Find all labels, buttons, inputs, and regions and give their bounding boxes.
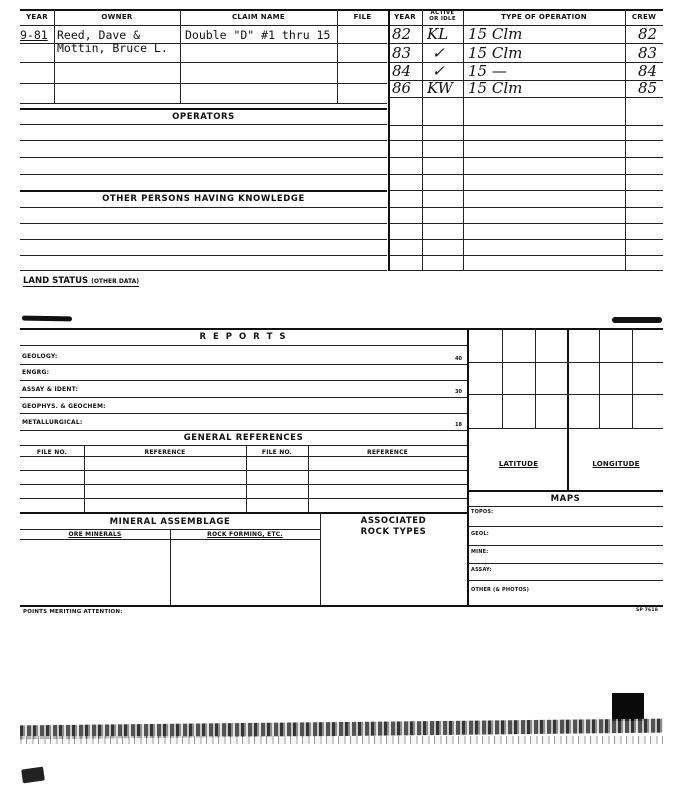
grid-col xyxy=(502,328,503,428)
gen-ref-file2-header: FILE NO. xyxy=(261,449,293,456)
other-persons-top-rule xyxy=(20,190,387,192)
report-geophys-label: GEOPHYS. & GEOCHEM: xyxy=(22,403,106,410)
associated-line1: ASSOCIATED xyxy=(360,516,427,526)
ops-col-active-header xyxy=(422,10,463,22)
mineral-assemblage-heading: MINERAL ASSEMBLAGE xyxy=(109,517,231,527)
form-number: SP 7618 xyxy=(636,608,659,613)
active-header-line1: ACTIVE xyxy=(430,10,455,16)
col-owner-header: OWNER xyxy=(101,13,133,21)
ops-row-4-type: 15 Clm xyxy=(468,79,523,97)
operators-heading: OPERATORS xyxy=(172,112,235,122)
gen-ref-rule xyxy=(20,470,467,471)
report-engrg-label: ENGRG: xyxy=(22,369,50,376)
ops-row-1-crew: 82 xyxy=(638,25,658,43)
claim-year: 9-81 xyxy=(20,28,48,42)
ops-row-2-crew: 83 xyxy=(638,44,658,62)
associated-rock-types-heading xyxy=(320,516,467,538)
reports-rule xyxy=(20,430,467,431)
maps-top-rule xyxy=(468,490,663,492)
ops-row-2-type: 15 Clm xyxy=(468,44,523,62)
longitude-label: LONGITUDE xyxy=(592,460,640,468)
gen-ref-rule xyxy=(20,498,467,499)
maps-topos-label: TOPOS: xyxy=(471,509,494,515)
ore-minerals-header: ORE MINERALS xyxy=(68,531,122,538)
other-persons-heading: OTHER PERSONS HAVING KNOWLEDGE xyxy=(102,194,305,204)
ops-row-2-year: 83 xyxy=(392,44,412,62)
latitude-label: LATITUDE xyxy=(498,460,539,468)
claim-col-divider xyxy=(337,9,338,103)
ops-col-type-header: TYPE OF OPERATION xyxy=(501,13,587,21)
ops-row-4-crew: 85 xyxy=(638,79,658,97)
col-file-header: FILE xyxy=(353,13,372,21)
ops-row-rule xyxy=(390,174,663,175)
report-assay-label: ASSAY & IDENT: xyxy=(22,386,79,393)
other-persons-rule xyxy=(20,255,387,256)
year-col-divider xyxy=(54,9,55,103)
other-persons-rule xyxy=(20,239,387,240)
ops-row-4-status: KW xyxy=(427,79,454,97)
operators-rule xyxy=(20,174,387,175)
ops-row-rule xyxy=(390,97,663,98)
ops-row-3-year: 84 xyxy=(392,62,412,80)
maps-rule xyxy=(468,580,663,581)
gen-ref-divider xyxy=(246,445,247,512)
ops-row-3-crew: 84 xyxy=(638,62,658,80)
other-persons-rule xyxy=(20,223,387,224)
reports-rule xyxy=(20,345,467,346)
ops-row-rule xyxy=(390,62,663,63)
maps-assay-label: ASSAY: xyxy=(471,567,492,573)
grid-row xyxy=(468,428,663,429)
general-references-heading: GENERAL REFERENCES xyxy=(183,433,304,443)
scan-black-square xyxy=(612,693,644,721)
scan-smudge xyxy=(22,316,72,322)
scan-smudge xyxy=(21,767,45,784)
owner-line-1: Reed, Dave & xyxy=(57,28,141,42)
report-assay-num: 30 xyxy=(455,389,462,395)
claim-name: Double "D" #1 thru 15 xyxy=(185,28,331,42)
grid-row xyxy=(468,362,663,363)
reports-rule xyxy=(20,397,467,398)
ops-col-crew-header: CREW xyxy=(631,13,657,21)
gen-ref-rule xyxy=(20,445,467,446)
owner-col-divider xyxy=(180,9,181,103)
grid-col xyxy=(599,328,600,428)
ops-row-3-type: 15 — xyxy=(468,62,507,80)
maps-geol-label: GEOL: xyxy=(471,531,489,537)
reports-rule xyxy=(20,364,467,365)
gen-ref-file1-header: FILE NO. xyxy=(36,449,68,456)
gen-ref-rule xyxy=(20,456,467,457)
gen-ref-ref1-header: REFERENCE xyxy=(144,449,186,456)
report-geology-num: 40 xyxy=(455,356,462,362)
points-meriting-attention-label: POINTS MERITING ATTENTION: xyxy=(23,609,123,615)
operators-rule xyxy=(20,124,387,125)
ops-row-rule xyxy=(390,223,663,224)
other-persons-rule xyxy=(20,270,387,271)
ops-row-1-type: 15 Clm xyxy=(468,25,523,43)
header-bottom-rule xyxy=(20,25,663,26)
col-claim-name-header: CLAIM NAME xyxy=(231,13,286,21)
ops-row-1-year: 82 xyxy=(392,25,412,43)
ops-row-rule xyxy=(390,207,663,208)
ops-row-rule xyxy=(390,255,663,256)
claim-row-rule xyxy=(20,83,387,84)
maps-mine-label: MINE: xyxy=(471,549,489,555)
ops-col-year-header: YEAR xyxy=(394,13,416,21)
other-persons-rule xyxy=(20,207,387,208)
maps-rule xyxy=(468,563,663,564)
ops-row-2-status: ✓ xyxy=(432,44,445,62)
ops-row-rule xyxy=(390,157,663,158)
top-border xyxy=(20,9,663,11)
ops-row-1-status: KL xyxy=(427,25,449,43)
land-status-title: LAND STATUS xyxy=(23,276,89,286)
claim-row-rule xyxy=(20,62,387,63)
ops-row-rule xyxy=(390,270,663,271)
maps-heading: MAPS xyxy=(550,494,581,504)
gen-ref-rule xyxy=(20,484,467,485)
operators-rule xyxy=(20,157,387,158)
reports-rule xyxy=(20,380,467,381)
operators-rule xyxy=(20,140,387,141)
rock-forming-header: ROCK FORMING, ETC. xyxy=(207,531,283,538)
report-geology-label: GEOLOGY: xyxy=(22,353,58,360)
maps-other-label: OTHER (& PHOTOS) xyxy=(471,587,530,593)
land-status-subtitle: (OTHER DATA) xyxy=(91,278,140,285)
gen-ref-divider xyxy=(84,445,85,512)
mineral-divider xyxy=(170,529,171,605)
gen-ref-divider xyxy=(308,445,309,512)
ops-row-rule xyxy=(390,43,663,44)
active-header-line2: OR IDLE xyxy=(429,16,456,22)
maps-rule xyxy=(468,526,663,527)
ops-row-rule xyxy=(390,239,663,240)
owner-line-2: Mottin, Bruce L. xyxy=(57,41,168,55)
maps-rule xyxy=(468,506,663,507)
ops-row-4-year: 86 xyxy=(392,79,412,97)
associated-line2: ROCK TYPES xyxy=(360,527,427,537)
report-metallurgical-label: METALLURGICAL: xyxy=(22,419,83,426)
gen-ref-ref2-header: REFERENCE xyxy=(367,449,408,456)
gen-ref-bottom-rule xyxy=(20,512,467,514)
claim-row-rule xyxy=(20,103,387,104)
ops-row-rule xyxy=(390,125,663,126)
scan-noise-band-light xyxy=(20,736,663,744)
ops-row-3-status: ✓ xyxy=(432,62,445,80)
operators-top-rule xyxy=(20,108,387,110)
report-metallurgical-num: 18 xyxy=(455,422,462,428)
land-status-label xyxy=(23,276,139,287)
reports-bottom-rule xyxy=(20,605,663,607)
reports-rule xyxy=(20,413,467,414)
ops-row-rule xyxy=(390,140,663,141)
reports-heading: R E P O R T S xyxy=(199,332,288,342)
grid-col xyxy=(535,328,536,428)
col-year-header: YEAR xyxy=(26,13,48,21)
ops-row-rule xyxy=(390,190,663,191)
maps-rule xyxy=(468,545,663,546)
scan-smudge xyxy=(612,317,662,323)
grid-col xyxy=(632,328,633,428)
grid-row xyxy=(468,394,663,395)
